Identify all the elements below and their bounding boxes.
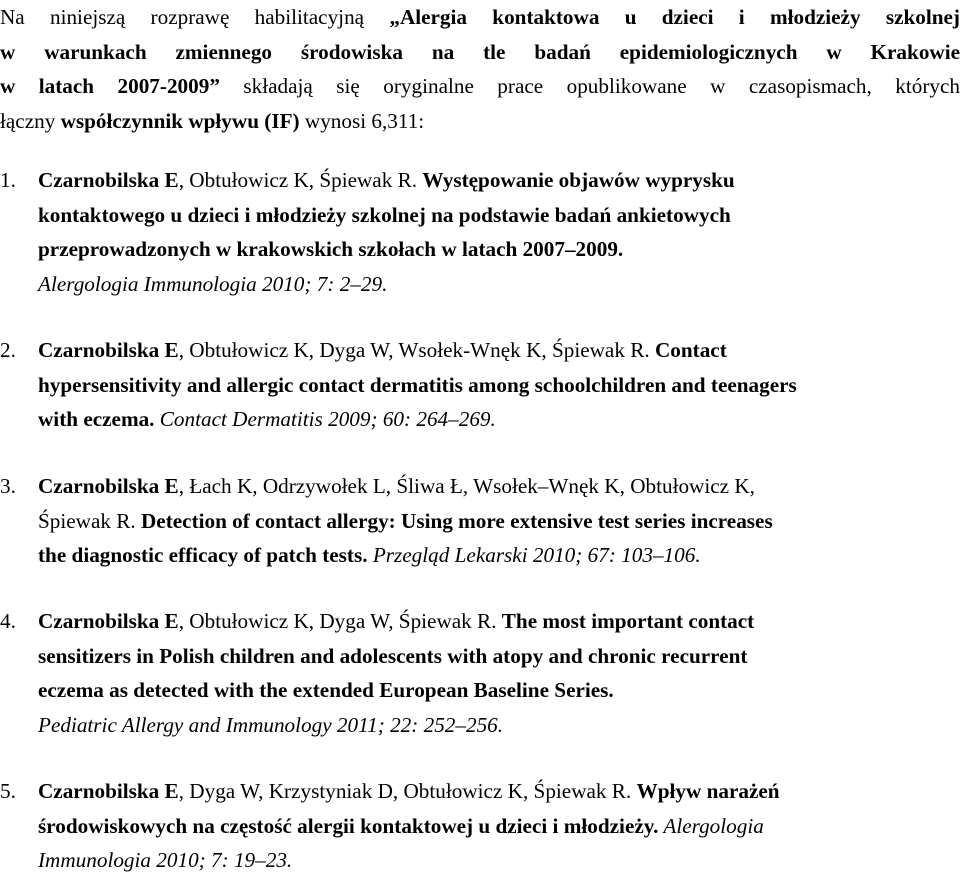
publication-title: Występowanie objawów wyprysku — [422, 168, 735, 192]
co-authors: , Obtułowicz K, Śpiewak R. — [178, 168, 423, 192]
publication-line — [38, 604, 960, 639]
publication-title: hypersensitivity and allergic contact dermatitis among schoolchildren and teenagers — [38, 372, 797, 397]
co-authors: , Dyga W, Krzystyniak D, Obtułowicz K, Śpiewak R. — [178, 779, 637, 803]
dissertation-title: w warunkach zmiennego środowiska na tle badań epidemiologicznych w Krakowie — [0, 39, 960, 64]
publication-title: przeprowadzonych w krakowskich szkołach w latach 2007–2009. — [38, 237, 624, 262]
publication-line — [38, 333, 960, 368]
publication-title: Detection of contact allergy: Using more extensive test series increases — [141, 508, 773, 533]
publication-title: sensitizers in Polish children and adolescents with atopy and chronic recurrent — [38, 643, 748, 668]
publication-number: 1. — [0, 168, 16, 192]
journal-citation: Alergologia — [658, 813, 764, 838]
publication-line — [38, 163, 960, 198]
publication-line — [38, 198, 960, 233]
publication-number: 4. — [0, 609, 16, 633]
publication-title: kontaktowego u dzieci i młodzieży szkolnej na podstawie badań ankietowych — [38, 202, 731, 227]
publication-line — [38, 402, 960, 437]
journal-citation: Immunologia 2010; 7: 19–23. — [38, 848, 293, 873]
intro-text: Na niniejszą rozprawę habilitacyjną — [0, 5, 390, 29]
lead-author: Czarnobilska E — [38, 168, 179, 192]
publication-title: Contact — [654, 338, 727, 362]
lead-author: Czarnobilska E — [38, 779, 179, 803]
impact-factor-label: współczynnik wpływu (IF) — [60, 108, 300, 133]
dissertation-title: „Alergia kontaktowa u dzieci i młodzieży szkolnej — [389, 5, 960, 29]
publication-title: Wpływ narażeń — [636, 779, 780, 803]
journal-citation: Contact Dermatitis 2009; 60: 264–269. — [154, 407, 496, 432]
publication-line — [38, 774, 960, 809]
publication-line — [38, 504, 960, 539]
publication-item — [0, 469, 960, 573]
dissertation-title: w latach 2007-2009” — [0, 74, 220, 99]
co-authors: , Obtułowicz K, Dyga W, Wsołek-Wnęk K, Śpiewak R. — [178, 338, 655, 362]
publication-line — [38, 538, 960, 573]
lead-author: Czarnobilska E — [38, 338, 179, 362]
lead-author: Czarnobilska E — [38, 609, 179, 633]
co-authors: , Obtułowicz K, Dyga W, Śpiewak R. — [178, 609, 502, 633]
co-authors: , Łach K, Odrzywołek L, Śliwa Ł, Wsołek–Wnęk K, Obtułowicz K, — [178, 474, 755, 498]
publication-line — [38, 469, 960, 504]
intro-line-3 — [0, 69, 960, 104]
publication-item — [0, 333, 960, 437]
publication-line — [38, 843, 960, 878]
journal-citation: Alergologia Immunologia 2010; 7: 2–29. — [38, 271, 388, 296]
publication-line — [38, 368, 960, 403]
publication-item — [0, 163, 960, 301]
publication-line — [38, 809, 960, 844]
intro-line-2 — [0, 35, 960, 70]
publication-title: eczema as detected with the extended European Baseline Series. — [38, 678, 614, 703]
publication-line — [38, 639, 960, 674]
intro-text: łączny — [0, 108, 61, 133]
publication-item — [0, 604, 960, 742]
lead-author: Czarnobilska E — [38, 474, 179, 498]
intro-paragraph — [0, 0, 960, 138]
publication-line — [38, 232, 960, 267]
journal-citation: Pediatric Allergy and Immunology 2011; 22: 252–256. — [38, 712, 504, 737]
intro-text: składają się oryginalne prace opublikowane w czasopismach, których — [219, 74, 960, 99]
publication-line — [38, 673, 960, 708]
intro-line-4 — [0, 104, 960, 139]
journal-citation: Przegląd Lekarski 2010; 67: 103–106. — [367, 543, 701, 568]
publication-title: the diagnostic efficacy of patch tests. — [38, 543, 368, 568]
publication-line — [38, 267, 960, 302]
publication-title: with eczema. — [38, 407, 155, 432]
publication-number: 5. — [0, 779, 16, 803]
publication-number: 3. — [0, 474, 16, 498]
impact-factor-value: wynosi 6,311: — [299, 108, 425, 133]
co-authors: Śpiewak R. — [38, 508, 141, 533]
intro-line-1 — [0, 0, 960, 35]
publication-line — [38, 708, 960, 743]
publication-item — [0, 774, 960, 878]
publication-title: The most important contact — [501, 609, 755, 633]
publication-title: środowiskowych na częstość alergii kontaktowej u dzieci i młodzieży. — [38, 813, 659, 838]
publication-number: 2. — [0, 338, 16, 362]
